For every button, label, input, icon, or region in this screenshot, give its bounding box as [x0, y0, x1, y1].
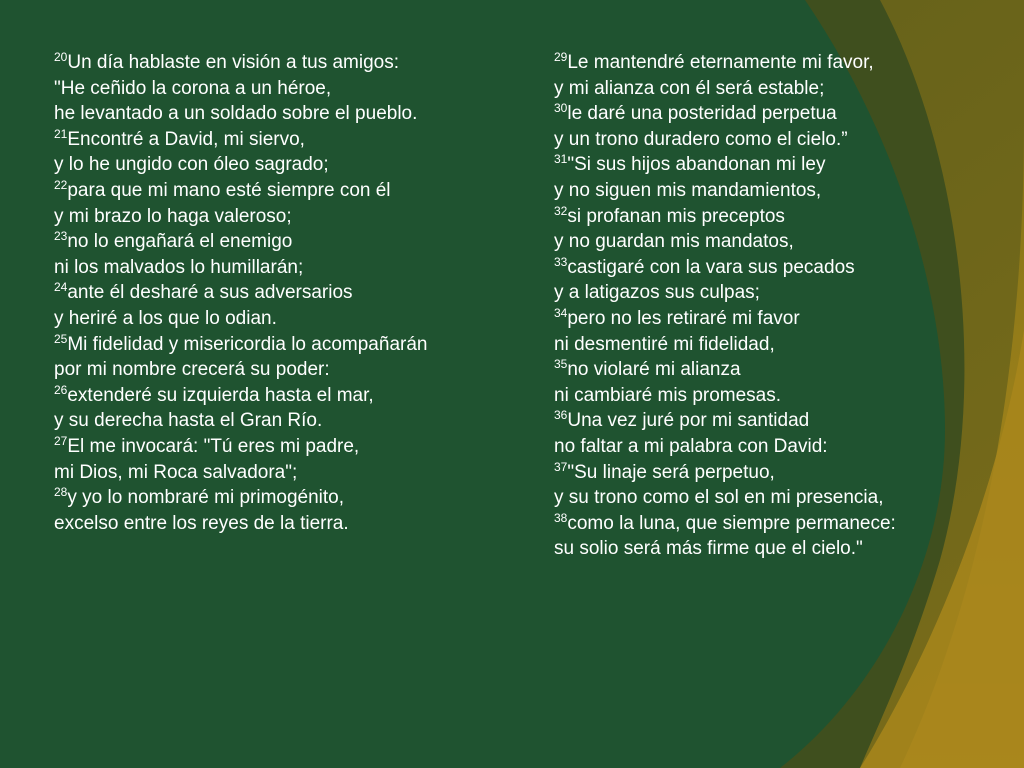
verse-text: pero no les retiraré mi favor — [567, 307, 800, 329]
verse-text: y yo lo nombraré mi primogénito, — [67, 487, 345, 509]
verse-text: "Si sus hijos abandonan mi ley — [567, 154, 826, 176]
verse-line — [554, 229, 896, 255]
verse-text: ni cambiaré mis promesas. — [554, 384, 782, 406]
verse-line — [554, 280, 896, 306]
verse-text: y no guardan mis mandatos, — [554, 231, 794, 253]
verse-text: por mi nombre crecerá su poder: — [54, 359, 330, 381]
verse-line — [554, 536, 896, 562]
verse-line — [554, 101, 896, 127]
verse-line — [554, 332, 896, 358]
verse-line — [54, 460, 427, 486]
verse-text: su solio será más firme que el cielo." — [554, 538, 863, 560]
verse-text: ante él desharé a sus adversarios — [67, 282, 353, 304]
verse-line — [554, 511, 896, 537]
verse-line — [54, 127, 427, 153]
verse-text: no faltar a mi palabra con David: — [554, 435, 828, 457]
verse-text: y no siguen mis mandamientos, — [554, 179, 822, 201]
verse-text: mi Dios, mi Roca salvadora"; — [54, 461, 298, 483]
verse-line — [54, 204, 427, 230]
verse-line — [554, 434, 896, 460]
verse-line — [54, 357, 427, 383]
verse-text: castigaré con la vara sus pecados — [567, 256, 855, 278]
verse-number: 29 — [554, 50, 568, 64]
verse-line — [554, 485, 896, 511]
verse-line — [54, 280, 427, 306]
verse-line — [554, 460, 896, 486]
verse-text: "He ceñido la corona a un héroe, — [54, 77, 332, 99]
verse-number: 28 — [54, 485, 68, 500]
verse-text: ni desmentiré mi fidelidad, — [554, 333, 775, 355]
verse-text: no lo engañará el enemigo — [67, 231, 293, 253]
verse-text: Le mantendré eternamente mi favor, — [567, 52, 874, 73]
verse-line — [54, 408, 427, 434]
verse-line — [554, 152, 896, 178]
verse-text: y su trono como el sol en mi presencia, — [554, 487, 884, 509]
verse-text: y su derecha hasta el Gran Río. — [54, 410, 323, 432]
verse-line — [54, 434, 427, 460]
verse-line — [54, 485, 427, 511]
verse-line — [54, 178, 427, 204]
verse-line — [54, 50, 427, 76]
verse-number: 38 — [554, 510, 568, 525]
verse-line — [54, 229, 427, 255]
verse-line — [554, 255, 896, 281]
verse-number: 36 — [554, 408, 568, 423]
verse-number: 32 — [554, 203, 568, 218]
verse-text: extenderé su izquierda hasta el mar, — [67, 384, 374, 406]
verse-text: y mi alianza con él será estable; — [554, 77, 825, 99]
verse-number: 33 — [554, 254, 568, 269]
verse-line — [54, 332, 427, 358]
verse-text: y mi brazo lo haga valeroso; — [54, 205, 292, 227]
verse-line — [54, 101, 427, 127]
verse-text: excelso entre los reyes de la tierra. — [54, 512, 349, 534]
verse-text: he levantado a un soldado sobre el pueblo. — [54, 103, 418, 125]
verse-line — [554, 408, 896, 434]
left-verse-column — [54, 50, 427, 536]
verse-text: le daré una posteridad perpetua — [567, 103, 837, 125]
verse-text: si profanan mis preceptos — [567, 205, 785, 227]
verse-number: 30 — [554, 101, 568, 116]
verse-number: 34 — [554, 305, 568, 320]
verse-text: El me invocará: "Tú eres mi padre, — [67, 435, 360, 457]
verse-line — [554, 306, 896, 332]
verse-text: Encontré a David, mi siervo, — [67, 128, 305, 150]
verse-number: 25 — [54, 331, 68, 346]
verse-number: 27 — [54, 433, 68, 448]
verse-line — [554, 50, 896, 76]
verse-text: "Su linaje será perpetuo, — [567, 461, 775, 483]
verse-line — [554, 127, 896, 153]
verse-line — [54, 383, 427, 409]
right-verse-column — [554, 50, 896, 562]
verse-line — [54, 255, 427, 281]
verse-text: como la luna, que siempre permanece: — [567, 512, 896, 534]
verse-line — [554, 383, 896, 409]
verse-line — [54, 511, 427, 537]
verse-line — [554, 178, 896, 204]
verse-number: 35 — [554, 357, 568, 372]
verse-text: y lo he ungido con óleo sagrado; — [54, 154, 329, 176]
verse-number: 23 — [54, 229, 68, 244]
verse-line — [554, 357, 896, 383]
verse-text: Mi fidelidad y misericordia lo acompañarán — [67, 333, 428, 355]
verse-line — [554, 76, 896, 102]
verse-line — [54, 76, 427, 102]
verse-number: 31 — [554, 152, 568, 167]
verse-line — [54, 306, 427, 332]
verse-line — [54, 152, 427, 178]
verse-text: Un día hablaste en visión a tus amigos: — [67, 52, 399, 73]
verse-text: y un trono duradero como el cielo.” — [554, 128, 848, 150]
verse-number: 24 — [54, 280, 68, 295]
verse-text: y a latigazos sus culpas; — [554, 282, 760, 304]
verse-text: ni los malvados lo humillarán; — [54, 256, 304, 278]
verse-text: y heriré a los que lo odian. — [54, 307, 277, 329]
verse-number: 37 — [554, 459, 568, 474]
verse-number: 26 — [54, 382, 68, 397]
verse-text: no violaré mi alianza — [567, 359, 741, 381]
verse-number: 20 — [54, 50, 68, 64]
verse-number: 21 — [54, 126, 68, 141]
verse-number: 22 — [54, 177, 68, 192]
verse-text: para que mi mano esté siempre con él — [67, 179, 391, 201]
verse-text: Una vez juré por mi santidad — [567, 410, 810, 432]
verse-line — [554, 204, 896, 230]
